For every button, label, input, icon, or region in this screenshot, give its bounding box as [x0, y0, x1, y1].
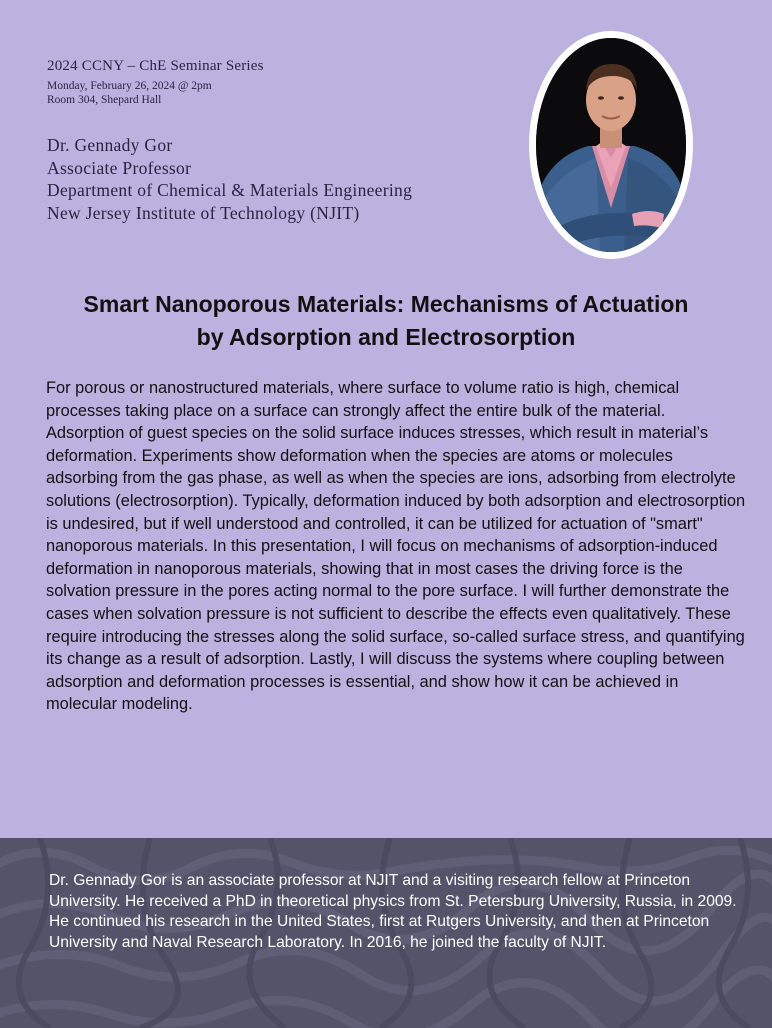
seminar-date-time: Monday, February 26, 2024 @ 2pm	[47, 80, 212, 92]
talk-title	[20, 288, 752, 354]
speaker-portrait-illustration	[536, 38, 686, 252]
speaker-photo	[536, 38, 686, 252]
speaker-department: Department of Chemical & Materials Engineering	[47, 180, 413, 200]
seminar-room: Room 304, Shepard Hall	[47, 94, 162, 106]
speaker-name: Dr. Gennady Gor	[47, 135, 173, 155]
speaker-info	[47, 134, 412, 224]
speaker-position: Associate Professor	[47, 157, 192, 178]
talk-title-line-2: by Adsorption and Electrosorption	[196, 324, 576, 350]
talk-title-line-1: Smart Nanoporous Materials: Mechanisms of Actuation	[83, 291, 689, 317]
seminar-series: 2024 CCNY – ChE Seminar Series	[47, 58, 264, 74]
speaker-institution: New Jersey Institute of Technology (NJIT)	[47, 202, 360, 223]
speaker-bio: Dr. Gennady Gor is an associate professor at NJIT and a visiting research fellow at Princeton University. He received a PhD in theoretical physics from St. Petersburg University, Russia, in 2009. He continued his research in the United States, first at Rutgers University, and then at Princeton University and Naval Research Laboratory. In 2016, he joined the faculty of NJIT.	[49, 872, 737, 952]
speaker-photo-frame	[529, 31, 693, 259]
talk-abstract: For porous or nanostructured materials, where surface to volume ratio is high, chemical processes taking place on a surface can strongly affect the entire bulk of the material. Adsorption of guest species on the solid surface induces stresses, which result in material’s deformation. Experiments show deformation when the species are atoms or molecules adsorbing from the gas phase, as well as when the species are ions, adsorbing from electrolyte solutions (electrosorption). Typically, deformation induced by both adsorption and electrosorption is undesired, but if well understood and controlled, it can be utilized for actuation of "smart" nanoporous materials. In this presentation, I will focus on mechanisms of adsorption-induced deformation in nanoporous materials, showing that in most cases the driving force is the solvation pressure in the pores acting normal to the pore surface. I will further demonstrate the cases when solvation pressure is not sufficient to describe the effects even qualitatively. These require introducing the stresses along the solid surface, so-called surface stress, and quantifying its change as a result of adsorption. Lastly, I will discuss the systems where coupling between adsorption and deformation processes is essential, and show how it can be achieved in molecular modeling.	[46, 379, 746, 714]
